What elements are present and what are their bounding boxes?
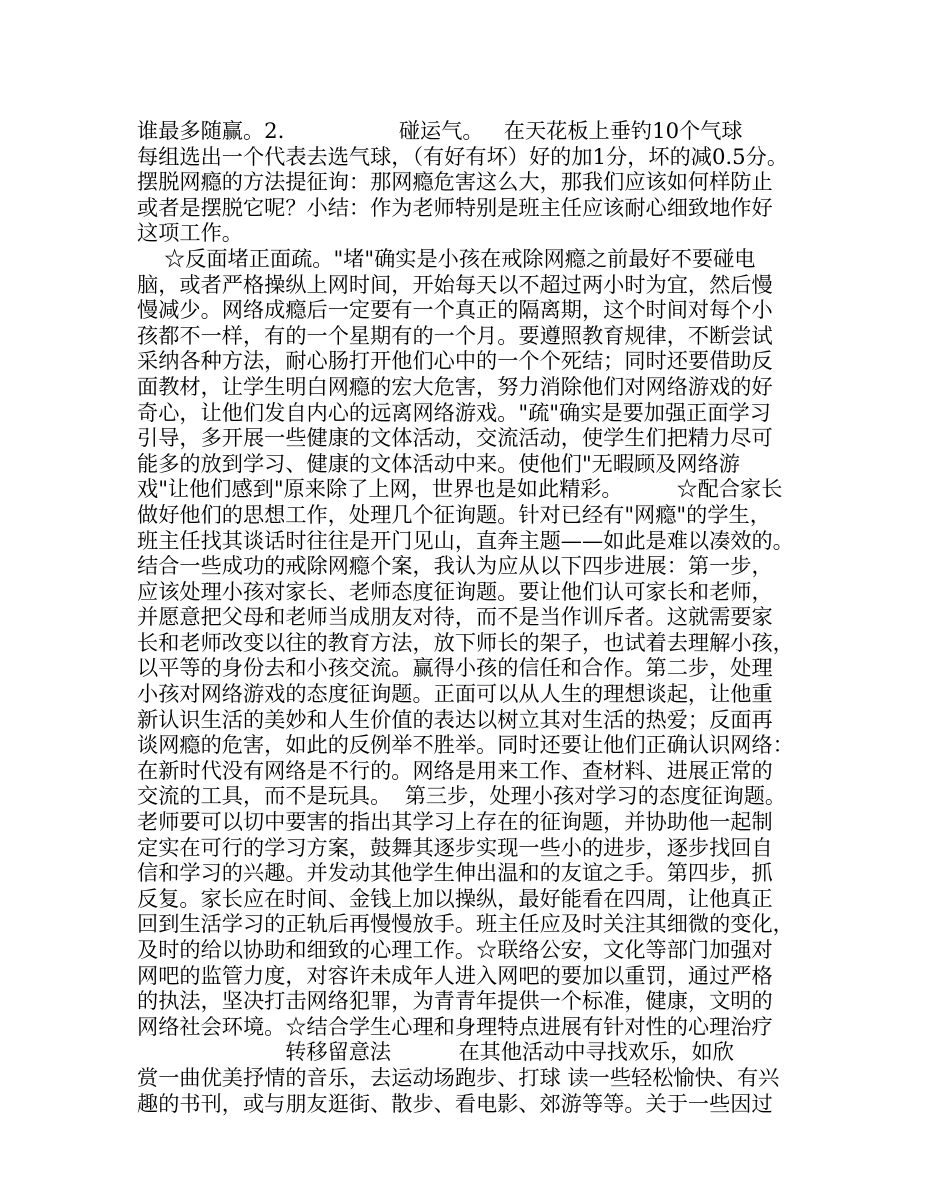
text-line: 摆脱网瘾的方法提征询：那网瘾危害这么大，那我们应该如何样防止: [137, 169, 773, 195]
text-line: 定实在可行的学习方案，鼓舞其逐步实现一些小的进步，逐步找回自: [137, 834, 773, 860]
text-line: 结合一些成功的戒除网瘾个案，我认为应从以下四步进展：第一步，: [137, 553, 773, 579]
text-line: 孩都不一样，有的一个星期有的一个月。要遵照教育规律，不断尝试: [137, 322, 773, 348]
text-line: 或者是摆脱它呢？小结：作为老师特别是班主任应该耐心细致地作好: [137, 194, 773, 220]
text-line: 能多的放到学习、健康的文体活动中来。使他们"无暇顾及网络游: [137, 450, 740, 476]
text-line: 的执法，坚决打击网络犯罪，为青青年提供一个标准，健康，文明的: [137, 988, 773, 1014]
text-line: 面教材，让学生明白网瘾的宏大危害，努力消除他们对网络游戏的好: [137, 373, 773, 399]
text-line: 谁最多随赢。2. 碰运气。 在天花板上垂钓10个气球: [137, 118, 743, 143]
text-line: 以平等的身份去和小孩交流。赢得小孩的信任和合作。第二步，处理: [137, 655, 773, 681]
text-line: 并愿意把父母和老师当成朋友对待，而不是当作训斥者。这就需要家: [137, 604, 773, 630]
text-line: 做好他们的思想工作，处理几个征询题。针对已经有"网瘾"的学生，: [137, 501, 771, 527]
text-line: 脑，或者严格操纵上网时间，开始每天以不超过两小时为宜，然后慢: [137, 271, 773, 297]
text-line: 每组选出一个代表去选气球，（有好有坏）好的加1分，坏的减0.5分。: [137, 143, 789, 169]
text-line: 新认识生活的美妙和人生价值的表达以树立其对生活的热爱；反面再: [137, 706, 773, 732]
text-line: 在新时代没有网络是不行的。网络是用来工作、查材料、进展正常的: [137, 757, 773, 783]
text-line: 网络社会环境。☆结合学生心理和身理特点进展有针对性的心理治疗: [137, 1013, 773, 1039]
body-text: [137, 118, 817, 1116]
text-line: 奇心，让他们发自内心的远离网络游戏。"疏"确实是要加强正面学习: [137, 399, 771, 425]
text-line: 趣的书刊，或与朋友逛街、散步、看电影、郊游等等。关于一些因过: [137, 1090, 773, 1116]
text-line: ☆反面堵正面疏。"堵"确实是小孩在戒除网瘾之前最好不要碰电: [137, 245, 756, 271]
text-line: 反复。家长应在时间、金钱上加以操纵，最好能看在四周，让他真正: [137, 885, 773, 911]
text-line: 回到生活学习的正轨后再慢慢放手。班主任应及时关注其细微的变化，: [137, 911, 794, 937]
text-line: 信和学习的兴趣。并发动其他学生伸出温和的友谊之手。第四步，抓: [137, 860, 773, 886]
text-line: 班主任找其谈话时往往是开门见山，直奔主题——如此是难以凑效的。: [137, 527, 794, 553]
text-line: 老师要可以切中要害的指出其学习上存在的征询题，并协助他一起制: [137, 809, 773, 835]
text-line: 网吧的监管力度，对容许未成年人进入网吧的要加以重罚，通过严格: [137, 962, 773, 988]
text-line: 转移留意法 在其他活动中寻找欢乐，如欣: [137, 1039, 734, 1065]
text-line: 慢减少。网络成瘾后一定要有一个真正的隔离期，这个时间对每个小: [137, 297, 773, 323]
text-line: 谈网瘾的危害，如此的反例举不胜举。同时还要让他们正确认识网络：: [137, 732, 794, 758]
text-line: 及时的给以协助和细致的心理工作。☆联络公安，文化等部门加强对: [137, 937, 773, 962]
text-line: 长和老师改变以往的教育方法，放下师长的架子，也试着去理解小孩，: [137, 629, 794, 655]
text-line: 引导，多开展一些健康的文体活动，交流活动，使学生们把精力尽可: [137, 425, 773, 451]
text-line: 采纳各种方法，耐心肠打开他们心中的一个个死结；同时还要借助反: [137, 348, 773, 374]
text-line: 小孩对网络游戏的态度征询题。正面可以从人生的理想谈起，让他重: [137, 681, 773, 707]
text-line: 应该处理小孩对家长、老师态度征询题。要让他们认可家长和老师，: [137, 578, 773, 604]
text-line: 这项工作。: [137, 220, 243, 246]
text-line: 赏一曲优美抒情的音乐，去运动场跑步、打球 读一些轻松愉快、有兴: [137, 1064, 780, 1090]
text-line: 戏"让他们感到"原来除了上网，世界也是如此精彩。 ☆配合家长: [137, 476, 783, 502]
text-line: 交流的工具，而不是玩具。 第三步，处理小孩对学习的态度征询题。: [137, 783, 787, 809]
